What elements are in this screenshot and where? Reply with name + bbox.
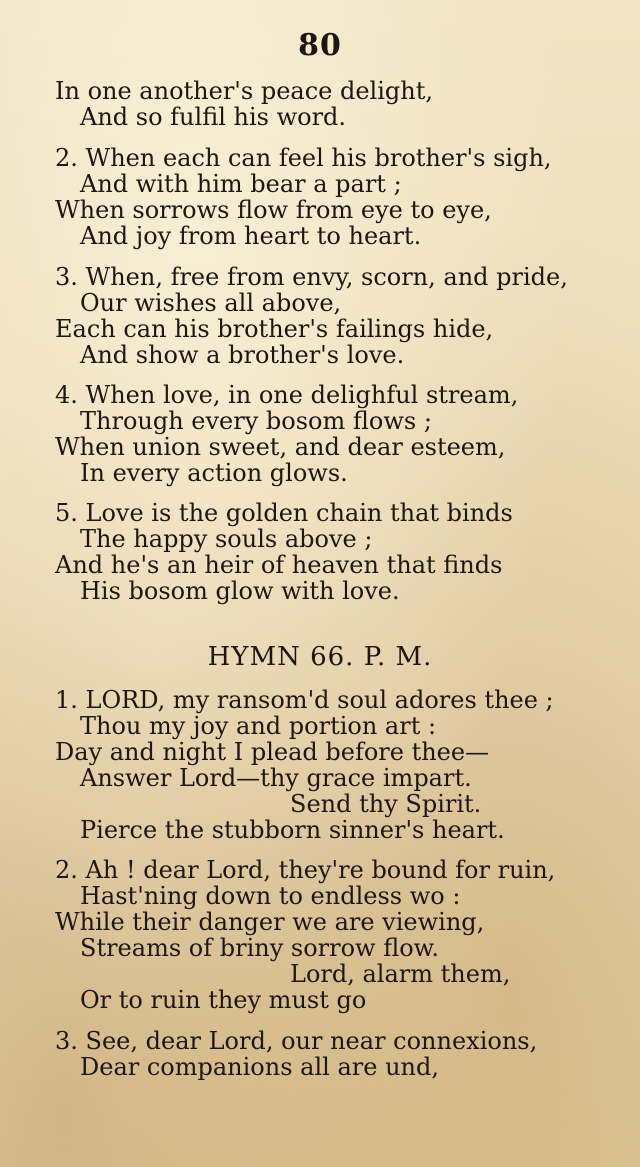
verse2-line-1: 2. When each can feel his brother's sigh, — [55, 144, 552, 172]
page-number: 80 — [298, 28, 342, 63]
verse3-line-3: Each can his brother's failings hide, — [55, 315, 494, 343]
hymn66-verse2-line-2: Hast'ning down to endless wo : — [80, 882, 461, 910]
continuation-line-1: In one another's peace delight, — [55, 77, 433, 105]
verse3-line-2: Our wishes all above, — [80, 289, 342, 317]
hymn66-verse3-line-2: Dear companions all are und, — [80, 1053, 439, 1081]
verse4-line-3: When union sweet, and dear esteem, — [55, 433, 506, 461]
hymn66-verse2-line-5: Lord, alarm them, — [290, 960, 511, 988]
hymn-title: HYMN 66. P. M. — [207, 642, 433, 672]
verse5-line-1: 5. Love is the golden chain that binds — [55, 499, 513, 527]
hymn66-verse1-line-5: Send thy Spirit. — [290, 790, 482, 818]
verse5-line-4: His bosom glow with love. — [80, 577, 400, 605]
verse2-line-4: And joy from heart to heart. — [80, 222, 422, 250]
verse5-line-3: And he's an heir of heaven that finds — [55, 551, 503, 579]
verse4-line-2: Through every bosom flows ; — [80, 407, 432, 435]
hymn66-verse1-line-3: Day and night I plead before thee— — [55, 738, 490, 766]
verse3-line-4: And show a brother's love. — [80, 341, 405, 369]
hymn66-verse2-line-4: Streams of briny sorrow flow. — [80, 934, 440, 962]
hymn66-verse2-line-3: While their danger we are viewing, — [55, 908, 485, 936]
verse4-line-4: In every action glows. — [80, 459, 348, 487]
verse2-line-3: When sorrows flow from eye to eye, — [55, 196, 492, 224]
hymn66-verse2-line-6: Or to ruin they must go — [80, 986, 367, 1014]
verse3-line-1: 3. When, free from envy, scorn, and pride, — [55, 263, 568, 291]
hymn66-verse1-line-2: Thou my joy and portion art : — [80, 712, 437, 740]
verse5-line-2: The happy souls above ; — [80, 525, 373, 553]
hymn66-verse1-line-1: 1. LORD, my ransom'd soul adores thee ; — [55, 686, 554, 714]
verse4-line-1: 4. When love, in one delighful stream, — [55, 381, 519, 409]
hymn66-verse2-line-1: 2. Ah ! dear Lord, they're bound for ruin, — [55, 856, 556, 884]
continuation-line-2: And so fulfil his word. — [80, 103, 347, 131]
verse2-line-2: And with him bear a part ; — [80, 170, 402, 198]
hymn66-verse3-line-1: 3. See, dear Lord, our near connexions, — [55, 1027, 538, 1055]
hymn66-verse1-line-6: Pierce the stubborn sinner's heart. — [80, 816, 505, 844]
hymn66-verse1-line-4: Answer Lord—thy grace impart. — [80, 764, 472, 792]
